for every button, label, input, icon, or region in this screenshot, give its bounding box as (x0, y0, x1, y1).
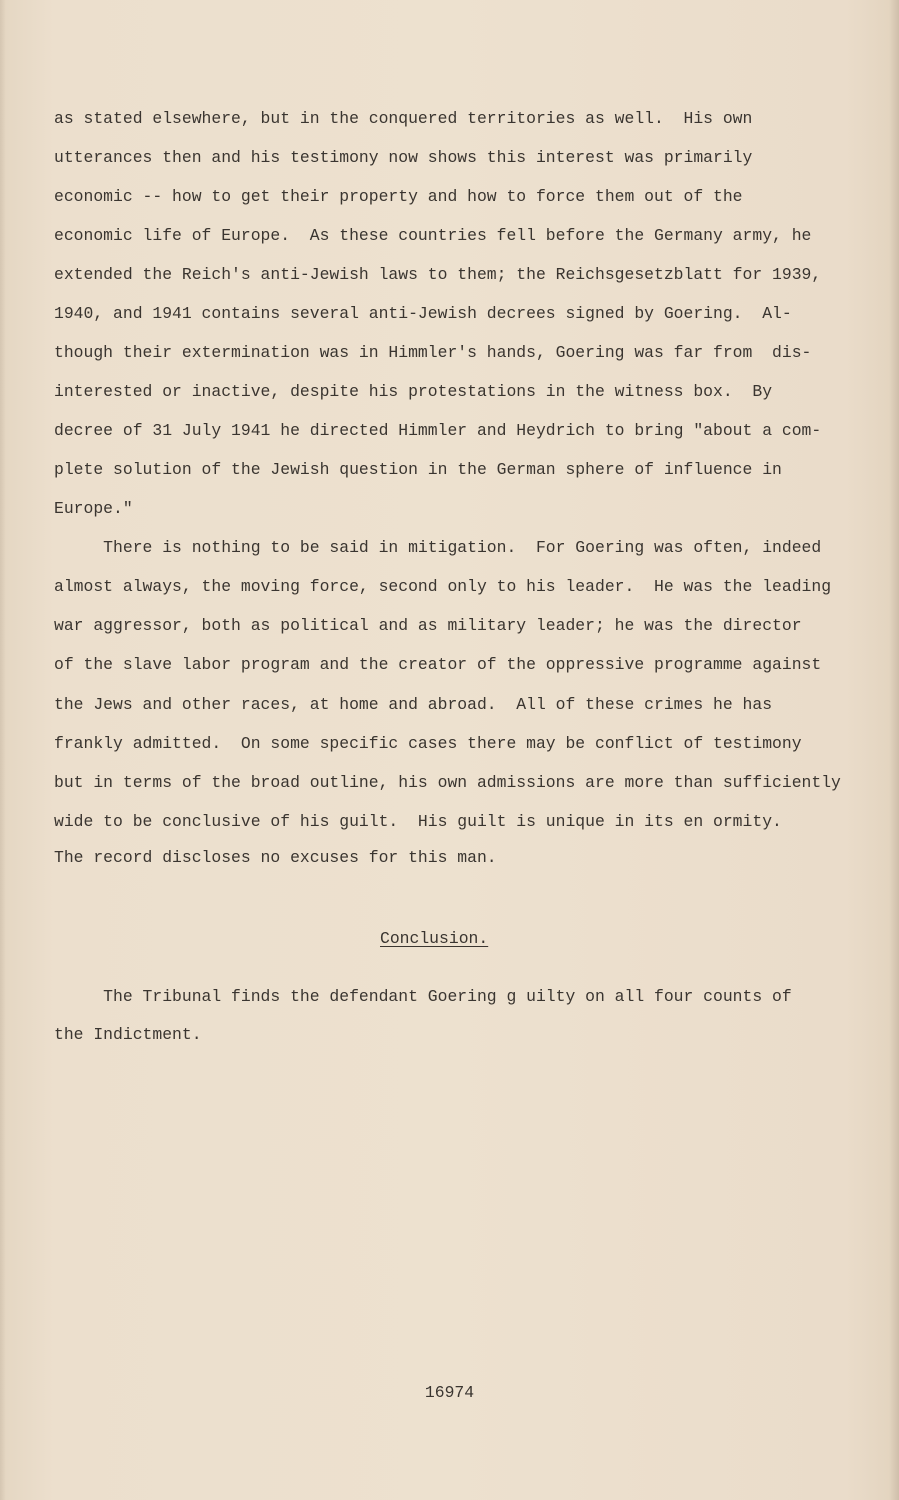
text-line: utterances then and his testimony now shows this interest was primarily (54, 148, 753, 167)
text-line: the Jews and other races, at home and abroad. All of these crimes he has (54, 695, 773, 714)
text-line: frankly admitted. On some specific cases there may be conflict of testimony (54, 734, 802, 753)
text-line: 1940, and 1941 contains several anti-Jewish decrees signed by Goering. Al- (54, 304, 792, 323)
text-line: the Indictment. (54, 1025, 202, 1044)
section-heading: Conclusion. (380, 929, 489, 948)
text-line: The record discloses no excuses for this man. (54, 848, 497, 867)
text-line: decree of 31 July 1941 he directed Himmler and Heydrich to bring "about a com- (54, 421, 822, 440)
text-line: war aggressor, both as political and as military leader; he was the director (54, 616, 802, 635)
text-line: as stated elsewhere, but in the conquered territories as well. His own (54, 109, 753, 128)
text-line: almost always, the moving force, second only to his leader. He was the leading (54, 577, 832, 596)
page-number: 16974 (424, 1383, 475, 1402)
text-line: plete solution of the Jewish question in the German sphere of influence in (54, 460, 782, 479)
text-line: Europe." (54, 499, 133, 518)
text-line: of the slave labor program and the creator of the oppressive programme against (54, 655, 822, 674)
text-line: economic life of Europe. As these countries fell before the Germany army, he (54, 226, 812, 245)
text-line: There is nothing to be said in mitigation. For Goering was often, indeed (54, 538, 822, 557)
text-line: interested or inactive, despite his protestations in the witness box. By (54, 382, 773, 401)
text-line: extended the Reich's anti-Jewish laws to them; the Reichsgesetzblatt for 1939, (54, 265, 822, 284)
page-right-edge (889, 0, 899, 1500)
text-line: but in terms of the broad outline, his own admissions are more than sufficiently (54, 773, 841, 792)
text-line: wide to be conclusive of his guilt. His guilt is unique in its en ormity. (54, 812, 782, 831)
text-line: though their extermination was in Himmler's hands, Goering was far from dis- (54, 343, 812, 362)
text-line: economic -- how to get their property and how to force them out of the (54, 187, 743, 206)
page-left-edge (0, 0, 6, 1500)
text-line: The Tribunal finds the defendant Goering g uilty on all four counts of (54, 987, 792, 1006)
